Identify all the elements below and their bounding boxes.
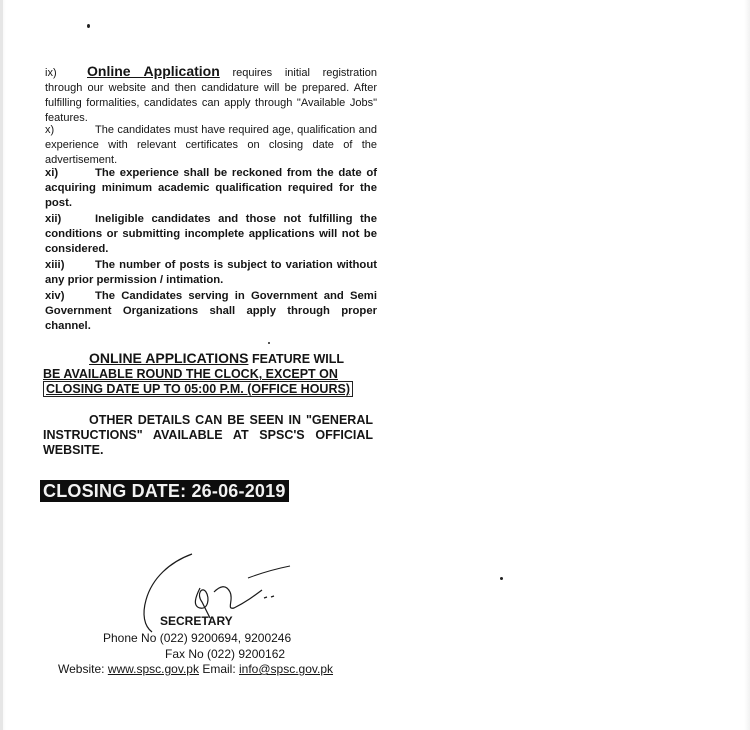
secretary-title: SECRETARY [160,614,233,628]
online-application-heading: Online Application [87,63,220,79]
website-link[interactable]: www.spsc.gov.pk [107,662,199,676]
scan-speck [500,577,503,580]
clause-xii [45,212,377,257]
phone-numbers: Phone No (022) 9200694, 9200246 [103,631,292,645]
page-edge-shadow [0,0,3,730]
clause-text: The number of posts is subject to variation without any prior permission / intimation. [45,259,377,286]
clause-number: xi) [45,167,59,179]
clause-number: x) [45,124,55,136]
online-applications-notice [43,351,373,397]
notice-closing-time: CLOSING DATE UP TO 05:00 P.M. (OFFICE HOURS) [43,381,353,397]
closing-date-banner: CLOSING DATE: 26-06-2019 [40,480,289,502]
clause-text: The candidates must have required age, qualification and experience with relevant certificates on closing date of the advertisement. [45,124,377,166]
notice-text: FEATURE WILL [251,352,345,366]
website-label: Website: [58,662,105,676]
general-instructions-notice [43,413,373,458]
fax-number: Fax No (022) 9200162 [165,647,286,661]
notice-text: OTHER DETAILS CAN BE SEEN IN "GENERAL INSTRUCTIONS" AVAILABLE AT SPSC'S OFFICIAL WEBSITE. [43,413,373,457]
website-email-line [58,662,333,676]
clause-text: The Candidates serving in Government and Semi Government Organizations shall apply through proper channel. [45,290,377,332]
clause-ix [45,64,377,126]
clause-xiv [45,289,377,334]
clause-number: xiv) [45,290,65,302]
clause-text: requires initial registration through our website and then candidature will be prepared. After fulfilling formalities, candidates can apply through "Available Jobs" features. [45,67,377,124]
online-applications-lead: ONLINE APPLICATIONS [89,350,249,366]
clause-xiii [45,258,377,288]
clause-text: Ineligible candidates and those not fulfilling the conditions or submitting incomplete applications will not be considered. [45,213,377,255]
clause-text: The experience shall be reckoned from the date of acquiring minimum academic qualification required for the post. [45,167,377,209]
clause-number: xii) [45,213,62,225]
scan-speck [87,24,90,28]
clause-number: xiii) [45,259,65,271]
clause-number: ix) [45,67,57,79]
clause-x [45,123,377,168]
clause-xi [45,166,377,211]
scan-speck [268,342,270,344]
notice-text: BE AVAILABLE ROUND THE CLOCK, EXCEPT ON [43,367,338,381]
email-link[interactable]: info@spsc.gov.pk [239,662,334,676]
email-label: Email: [202,662,236,676]
